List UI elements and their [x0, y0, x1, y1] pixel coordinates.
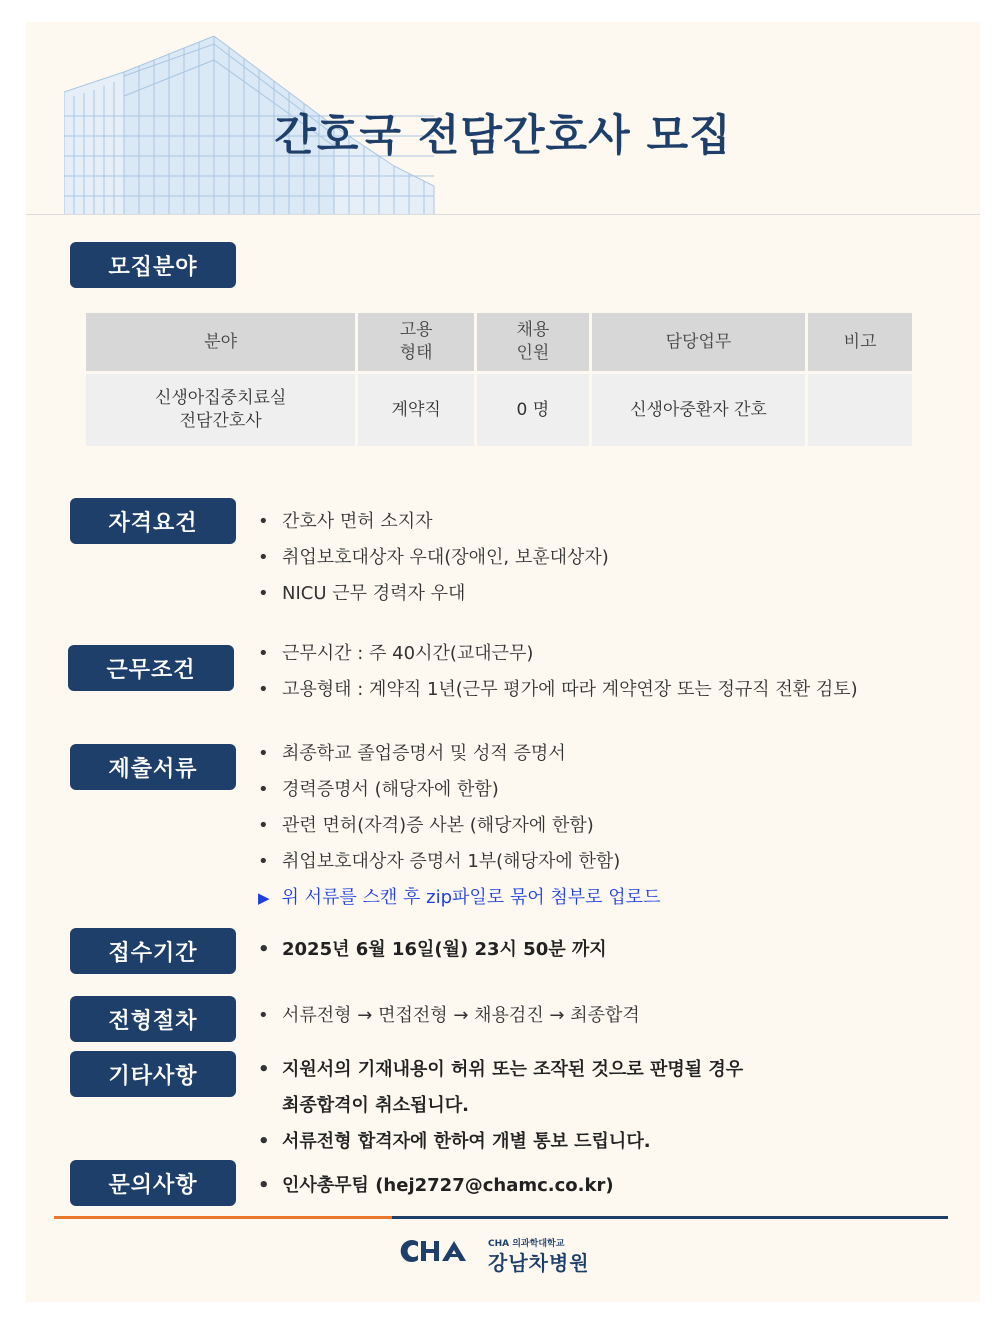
list-item: • 취업보호대상자 증명서 1부(해당자에 한함) [256, 844, 620, 880]
list-item: • 지원서의 기재내용이 허위 또는 조작된 것으로 판명될 경우 [256, 1052, 743, 1088]
list-item: • 근무시간 : 주 40시간(교대근무) [256, 636, 858, 672]
list-item: • 2025년 6월 16일(월) 23시 50분 까지 [256, 932, 607, 968]
conditions-list [256, 636, 858, 708]
list-item: • 경력증명서 (해당자에 한함) [256, 772, 620, 808]
section-label-documents: 제출서류 [70, 744, 236, 790]
list-item: • 최종학교 졸업증명서 및 성적 증명서 [256, 736, 620, 772]
recruitment-poster [26, 22, 980, 1302]
table-header-field: 분야 [86, 313, 355, 371]
table-cell-count: 0 명 [477, 374, 589, 446]
list-item: • 취업보호대상자 우대(장애인, 보훈대상자) [256, 540, 609, 576]
process-list [256, 998, 640, 1034]
section-label-period: 접수기간 [70, 928, 236, 974]
list-item: • 인사총무팀 (hej2727@chamc.co.kr) [256, 1168, 614, 1204]
hospital-logo [396, 1234, 616, 1274]
documents-note-text: 위 서류를 스캔 후 zip파일로 묶어 첨부로 업로드 [281, 887, 661, 908]
table-header-type: 고용 형태 [358, 313, 474, 371]
footer-divider-orange [54, 1216, 392, 1219]
list-item: • 서류전형 합격자에 한하여 개별 통보 드립니다. [256, 1124, 743, 1160]
table-row [86, 374, 912, 446]
list-item: • 간호사 면허 소지자 [256, 504, 609, 540]
list-item: • 서류전형 → 면접전형 → 채용검진 → 최종합격 [256, 998, 640, 1034]
recruit-table [83, 310, 915, 449]
cha-logo-mark [396, 1238, 474, 1264]
documents-list [256, 736, 620, 880]
table-header-count: 채용 인원 [477, 313, 589, 371]
list-item: • 고용형태 : 계약직 1년(근무 평가에 따라 계약연장 또는 정규직 전환 검토) [256, 672, 858, 708]
period-list [256, 932, 607, 968]
list-item-continuation: 최종합격이 취소됩니다. [282, 1095, 469, 1116]
logo-university: CHA 의과학대학교 [488, 1239, 565, 1249]
section-label-qualification: 자격요건 [70, 498, 236, 544]
list-item: • NICU 근무 경력자 우대 [256, 576, 609, 612]
section-label-inquiry: 문의사항 [70, 1160, 236, 1206]
section-label-process: 전형절차 [70, 996, 236, 1042]
page-title: 간호국 전담간호사 모집 [274, 111, 732, 161]
section-label-recruit-field: 모집분야 [70, 242, 236, 288]
table-header-row [86, 313, 912, 371]
section-label-conditions: 근무조건 [68, 645, 234, 691]
documents-upload-note [258, 883, 660, 909]
poster-header [26, 22, 980, 215]
list-item: • 관련 면허(자격)증 사본 (해당자에 한함) [256, 808, 620, 844]
table-header-note: 비고 [808, 313, 912, 371]
etc-list [256, 1052, 743, 1160]
triangle-right-icon: ▶ [258, 889, 270, 907]
logo-hospital-name: 강남차병원 [488, 1251, 590, 1275]
table-cell-type: 계약직 [358, 374, 474, 446]
table-header-duty: 담당업무 [592, 313, 805, 371]
table-cell-field: 신생아집중치료실 전담간호사 [86, 374, 355, 446]
qualification-list [256, 504, 609, 612]
table-cell-duty: 신생아중환자 간호 [592, 374, 805, 446]
table-cell-note [808, 374, 912, 446]
section-label-etc: 기타사항 [70, 1051, 236, 1097]
footer-divider-navy [392, 1216, 948, 1219]
inquiry-list [256, 1168, 614, 1204]
